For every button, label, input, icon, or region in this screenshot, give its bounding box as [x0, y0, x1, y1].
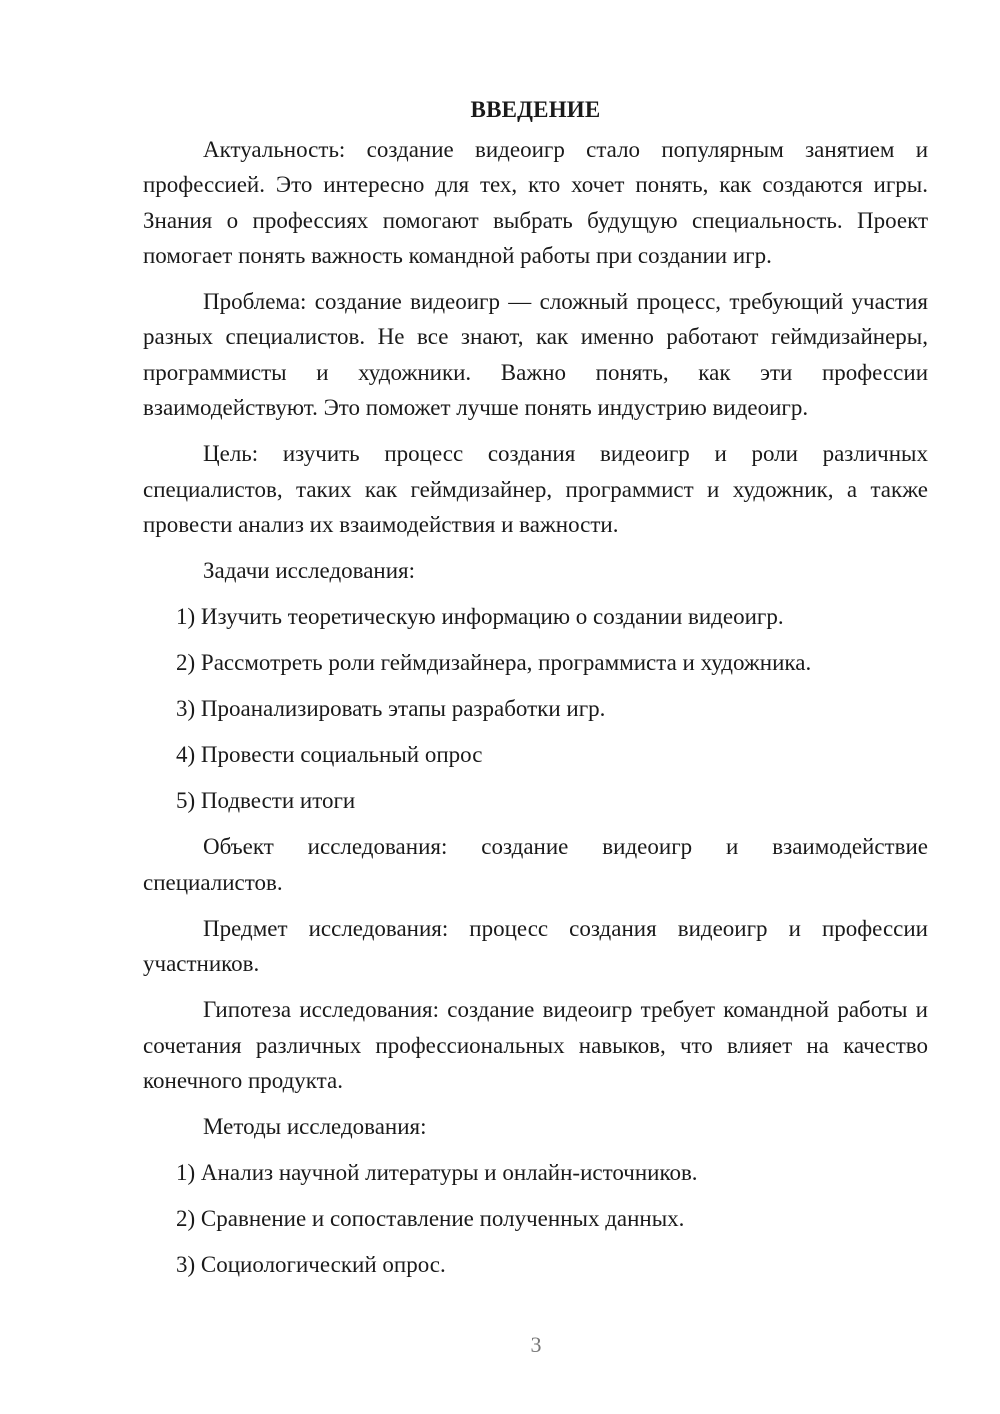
list-item: 3) Социологический опрос.	[176, 1252, 446, 1278]
list-item: 1) Анализ научной литературы и онлайн-источников.	[176, 1160, 698, 1186]
list-item: 2) Рассмотреть роли геймдизайнера, программиста и художника.	[176, 650, 812, 676]
list-item: 4) Провести социальный опрос	[176, 742, 483, 768]
hypothesis-paragraph: Гипотеза исследования: создание видеоигр требует командной работы и сочетания различных профессиональных навыков, что влияет на качество конечного продукта.	[143, 997, 928, 1094]
problem-paragraph: Проблема: создание видеоигр — сложный процесс, требующий участия разных специалистов. Не все знают, как именно работают геймдизайнеры, программисты и художники. Важно понять, как эти профессии взаимодействуют. Это поможет лучше понять индустрию видеоигр.	[143, 289, 928, 421]
relevance-paragraph: Актуальность: создание видеоигр стало популярным занятием и профессией. Это интересно для тех, кто хочет понять, как создаются игры. Знания о профессиях помогают выбрать будущую специальность. Проект помогает понять важность командной работы при создании игр.	[143, 137, 928, 268]
methods-list	[143, 1155, 928, 1282]
page-title: ВВЕДЕНИЕ	[470, 97, 601, 122]
list-item: 1) Изучить теоретическую информацию о создании видеоигр.	[176, 604, 784, 630]
list-item: 3) Проанализировать этапы разработки игр.	[176, 696, 606, 722]
subject-paragraph: Предмет исследования: процесс создания видеоигр и профессии участников.	[143, 915, 928, 977]
goal-paragraph: Цель: изучить процесс создания видеоигр и роли различных специалистов, таких как геймдизайнер, программист и художник, а также провести анализ их взаимодействия и важности.	[143, 441, 928, 537]
tasks-heading: Задачи исследования:	[203, 558, 416, 584]
object-paragraph: Объект исследования: создание видеоигр и взаимодействие специалистов.	[143, 834, 928, 895]
methods-heading: Методы исследования:	[203, 1114, 427, 1140]
page-number: 3	[530, 1332, 542, 1357]
list-item: 5) Подвести итоги	[176, 788, 356, 814]
tasks-list	[143, 599, 928, 818]
list-item: 2) Сравнение и сопоставление полученных данных.	[176, 1206, 685, 1232]
document-page	[143, 92, 928, 1293]
